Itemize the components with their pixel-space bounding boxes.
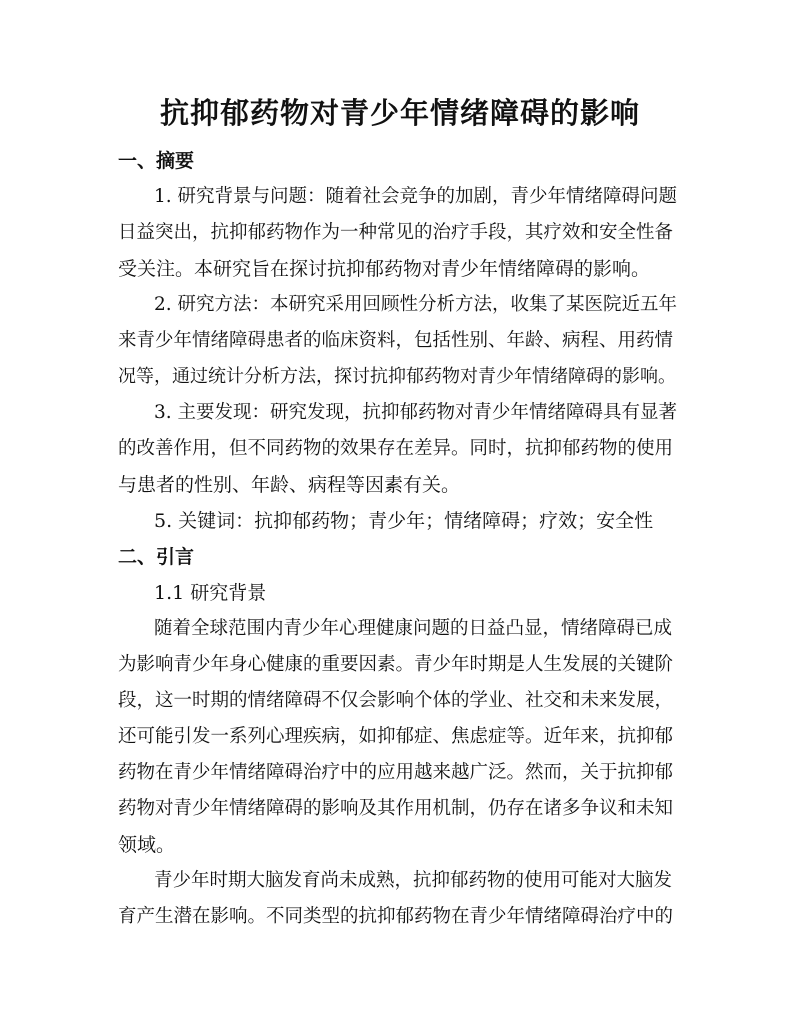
abstract-line: 受关注。本研究旨在探讨抗抑郁药物对青少年情绪障碍的影响。 (118, 258, 651, 280)
body-line: 药物对青少年情绪障碍的影响及其作用机制，仍存在诸多争议和未知 (118, 798, 674, 819)
body-line: 为影响青少年身心健康的重要因素。青少年时期是人生发展的关键阶 (118, 654, 674, 675)
body-line: 青少年时期大脑发育尚未成熟，抗抑郁药物的使用可能对大脑发 (154, 870, 673, 891)
body-line: 育产生潜在影响。不同类型的抗抑郁药物在青少年情绪障碍治疗中的 (118, 906, 674, 927)
abstract-line: 况等，通过统计分析方法，探讨抗抑郁药物对青少年情绪障碍的影响。 (118, 366, 676, 387)
abstract-line: 1. 研究背景与问题：随着社会竞争的加剧，青少年情绪障碍问题 (154, 186, 678, 207)
section-heading-introduction: 二、引言 (118, 546, 195, 568)
section-heading-abstract: 一、摘要 (118, 150, 195, 172)
abstract-line: 2. 研究方法：本研究采用回顾性分析方法，收集了某医院近五年 (154, 294, 678, 315)
body-line: 段，这一时期的情绪障碍不仅会影响个体的学业、社交和未来发展， (118, 690, 674, 711)
body-line: 随着全球范围内青少年心理健康问题的日益凸显，情绪障碍已成 (154, 618, 673, 639)
abstract-line: 的改善作用，但不同药物的效果存在差异。同时，抗抑郁药物的使用 (118, 438, 674, 459)
body-line: 还可能引发一系列心理疾病，如抑郁症、焦虑症等。近年来，抗抑郁 (118, 726, 674, 747)
abstract-line: 与患者的性别、年龄、病程等因素有关。 (118, 474, 461, 496)
body-line: 药物在青少年情绪障碍治疗中的应用越来越广泛。然而，关于抗抑郁 (118, 762, 674, 783)
abstract-line: 3. 主要发现：研究发现，抗抑郁药物对青少年情绪障碍具有显著 (154, 402, 678, 423)
keywords-line: 5. 关键词：抗抑郁药物；青少年；情绪障碍；疗效；安全性 (154, 510, 654, 532)
abstract-line: 日益突出，抗抑郁药物作为一种常见的治疗手段，其疗效和安全性备 (118, 222, 674, 243)
subsection-heading: 1.1 研究背景 (154, 582, 267, 604)
abstract-line: 来青少年情绪障碍患者的临床资料，包括性别、年龄、病程、用药情 (118, 330, 674, 351)
document-title: 抗抑郁药物对青少年情绪障碍的影响 (159, 96, 640, 130)
body-line: 领域。 (118, 834, 176, 856)
